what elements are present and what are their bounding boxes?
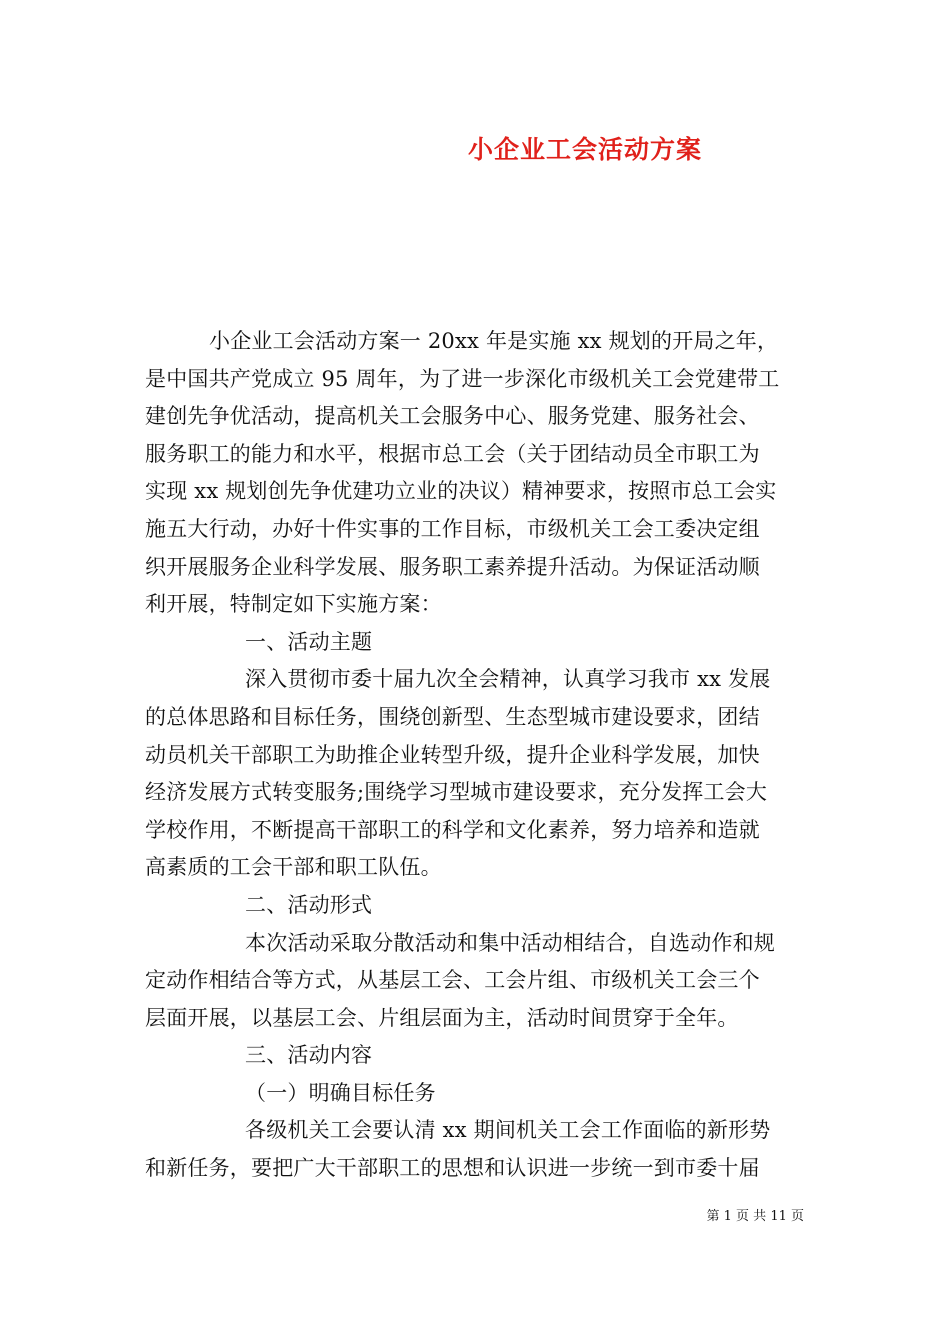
paragraph-line: 小企业工会活动方案一 20xx 年是实施 xx 规划的开局之年， xyxy=(209,329,779,353)
paragraph-line: 织开展服务企业科学发展、服务职工素养提升活动。为保证活动顺 xyxy=(145,554,760,579)
paragraph-line: 动员机关干部职工为助推企业转型升级，提升企业科学发展，加快 xyxy=(145,742,760,767)
paragraph-line: 经济发展方式转变服务;围绕学习型城市建设要求，充分发挥工会大 xyxy=(145,780,768,805)
paragraph-line: 施五大行动，办好十件实事的工作目标，市级机关工会工委决定组 xyxy=(145,516,760,541)
paragraph-line: 本次活动采取分散活动和集中活动相结合，自选动作和规 xyxy=(245,930,775,955)
paragraph-line: 定动作相结合等方式，从基层工会、工会片组、市级机关工会三个 xyxy=(145,968,760,993)
paragraph-line: 实现 xx 规划创先争优建功立业的决议）精神要求，按照市总工会实 xyxy=(145,479,777,504)
section-heading: 三、活动内容 xyxy=(245,1043,373,1068)
paragraph-line: 服务职工的能力和水平，根据市总工会（关于团结动员全市职工为 xyxy=(145,441,760,466)
paragraph-line: 深入贯彻市委十届九次全会精神，认真学习我市 xx 发展 xyxy=(245,667,771,692)
paragraph-line: 学校作用，不断提高干部职工的科学和文化素养，努力培养和造就 xyxy=(145,817,760,842)
paragraph-line: 各级机关工会要认清 xx 期间机关工会工作面临的新形势 xyxy=(245,1118,771,1143)
paragraph-line: 高素质的工会干部和职工队伍。 xyxy=(145,855,442,880)
paragraph-line: 建创先争优活动，提高机关工会服务中心、服务党建、服务社会、 xyxy=(145,404,760,429)
paragraph-line: 和新任务，要把广大干部职工的思想和认识进一步统一到市委十届 xyxy=(145,1156,760,1181)
subsection-heading: （一）明确目标任务 xyxy=(245,1080,436,1105)
paragraph-line: 层面开展，以基层工会、片组层面为主，活动时间贯穿于全年。 xyxy=(145,1005,739,1030)
document-body xyxy=(145,323,810,1188)
paragraph-line: 利开展，特制定如下实施方案： xyxy=(145,592,442,617)
section-heading: 一、活动主题 xyxy=(245,629,373,654)
section-heading: 二、活动形式 xyxy=(245,892,373,917)
paragraph-line: 的总体思路和目标任务，围绕创新型、生态型城市建设要求，团结 xyxy=(145,704,760,729)
paragraph-line: 是中国共产党成立 95 周年，为了进一步深化市级机关工会党建带工 xyxy=(145,366,780,391)
page-number: 第 1 页 共 11 页 xyxy=(706,1209,804,1224)
document-title: 小企业工会活动方案 xyxy=(467,135,702,164)
